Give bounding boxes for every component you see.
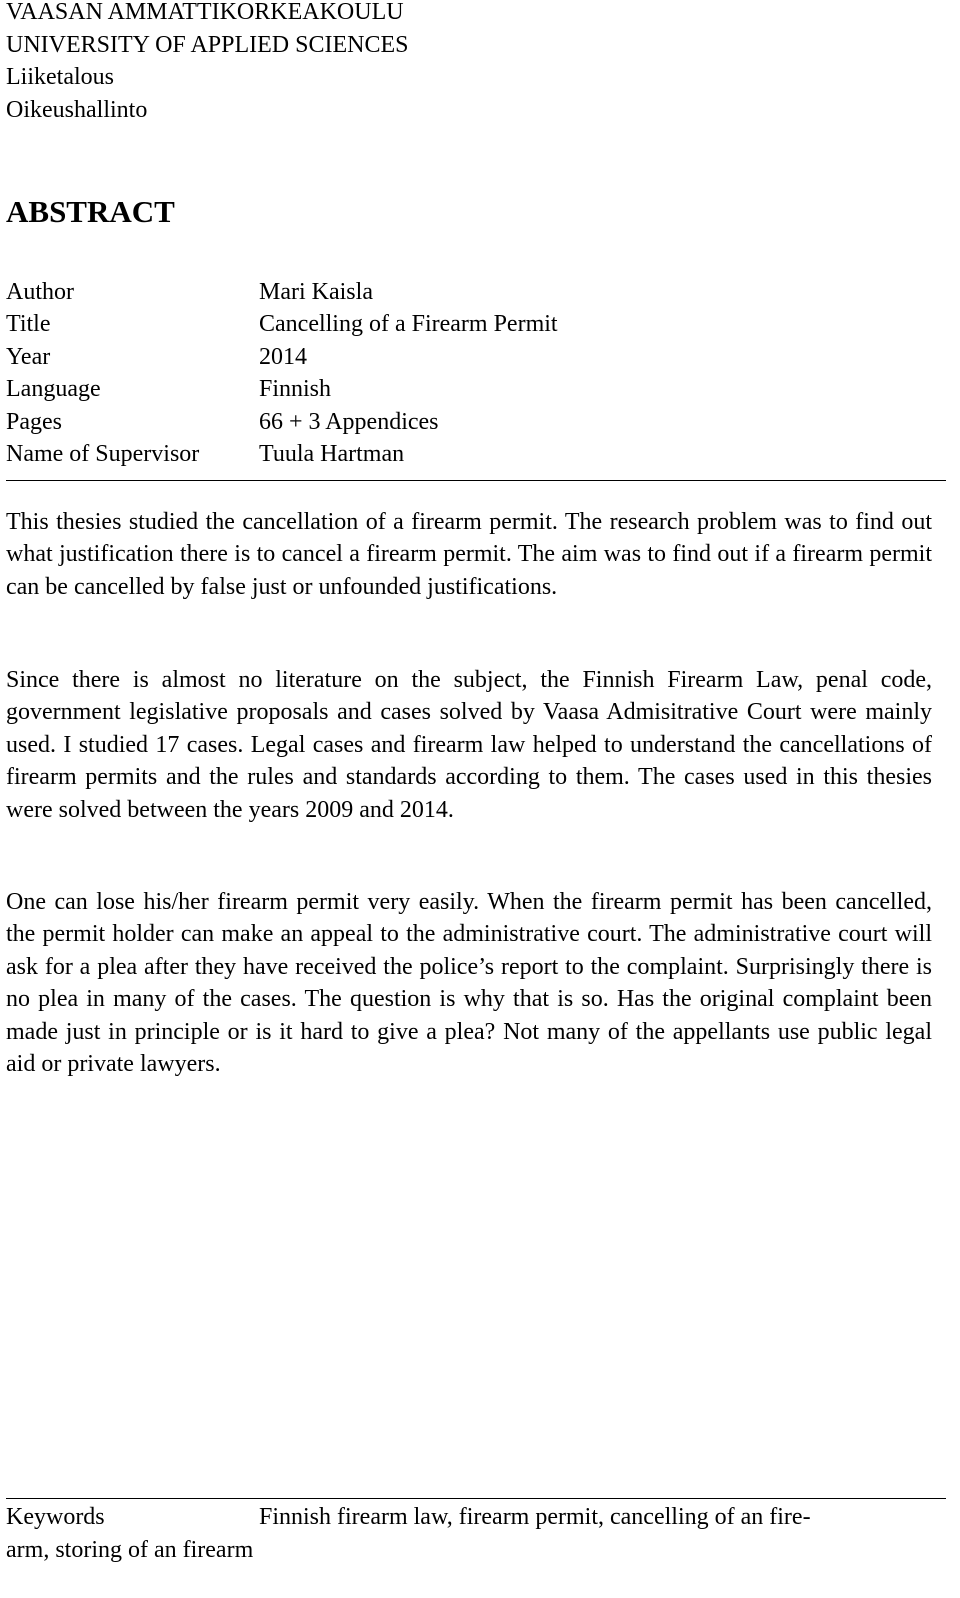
meta-value: 2014 bbox=[259, 344, 307, 370]
meta-label: Name of Supervisor bbox=[6, 441, 200, 467]
institution-name-english: UNIVERSITY OF APPLIED SCIENCES bbox=[6, 32, 409, 58]
meta-label: Year bbox=[6, 344, 51, 370]
divider-keywords bbox=[6, 1498, 946, 1499]
meta-value: 66 + 3 Appendices bbox=[259, 409, 439, 435]
keywords-value: Finnish firearm law, firearm permit, cancelling of an fire- bbox=[259, 1504, 811, 1530]
faculty-name: Liiketalous bbox=[6, 64, 114, 90]
meta-value: Tuula Hartman bbox=[259, 441, 405, 467]
meta-label: Title bbox=[6, 311, 51, 337]
abstract-paragraph: One can lose his/her firearm permit very easily. When the firearm permit has been cancelled, the permit holder can make an appeal to the administrative court. The administrative court will ask for a plea after they have received the police’s report to the complaint. Surprisingly there is no plea in many of the cases. The question is why that is so. Has the original complaint been made just in principle or is it hard to give a plea? Not many of the appellants use public legal aid or private lawyers. bbox=[6, 889, 932, 1078]
abstract-paragraph: This thesies studied the cancellation of a firearm permit. The research problem was to find out what justification there is to cancel a firearm permit. The aim was to find out if a firearm permit can be cancelled by false just or unfounded justifications. bbox=[6, 509, 932, 600]
keywords-value-continued: arm, storing of an firearm bbox=[6, 1537, 254, 1563]
meta-label: Language bbox=[6, 376, 101, 402]
institution-name-finnish: VAASAN AMMATTIKORKEAKOULU bbox=[6, 0, 404, 25]
meta-value: Cancelling of a Firearm Permit bbox=[259, 311, 558, 337]
meta-label: Author bbox=[6, 279, 74, 305]
meta-label: Pages bbox=[6, 409, 62, 435]
keywords-label: Keywords bbox=[6, 1504, 105, 1530]
programme-name: Oikeushallinto bbox=[6, 97, 148, 123]
meta-value: Finnish bbox=[259, 376, 332, 402]
abstract-heading: ABSTRACT bbox=[6, 194, 175, 229]
meta-value: Mari Kaisla bbox=[259, 279, 373, 305]
document-page bbox=[6, 0, 956, 1598]
abstract-paragraph: Since there is almost no literature on the subject, the Finnish Firearm Law, penal code, government legislative proposals and cases solved by Vaasa Admisitrative Court were mainly used. I studied 17 cases. Legal cases and firearm law helped to understand the cancellations of firearm permits and the rules and standards according to them. The cases used in this thesies were solved between the years 2009 and 2014. bbox=[6, 667, 932, 823]
divider-top bbox=[6, 480, 946, 481]
